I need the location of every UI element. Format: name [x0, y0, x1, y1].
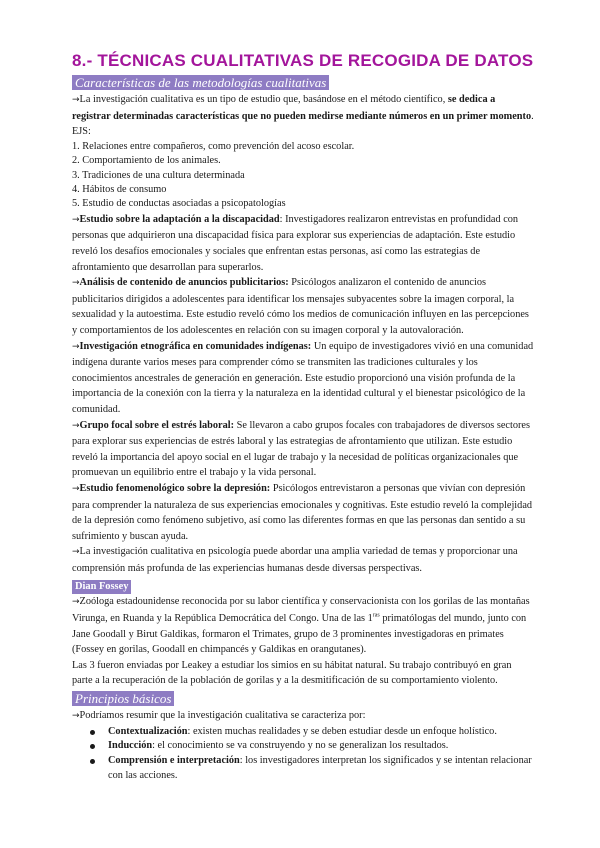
dian-fossey-paragraph: →Zoóloga estadounidense reconocida por su labor científica y conservacionista con los gorilas de las montañas Virunga, en Ruanda y la República Democrática del Congo. Una de las $1^{ras}$ primatólogas del mundo, junto con Jane Goodall y Birut Galdikas, formaron el Trimates, grupo de 3 prominentes investigadoras en primates (Fossey en gorilas, Goodall en chimpancés y Galdikas en orangutanes). — [72, 596, 530, 656]
arrow-icon: → — [72, 483, 80, 494]
arrow-icon: → — [72, 597, 80, 608]
study-paragraph: →Análisis de contenido de anuncios publicitarios: Psicólogos analizaron el contenido de anuncios publicitarios dirigidos a adolescentes para identificar los mensajes subyacentes sobre la imagen corporal, la sexualidad y la autoestima. Este estudio reveló cómo los medios de comunicación influyen en las percepciones y comportamientos de los adolescentes en relación con su imagen corporal y la autovaloración. — [72, 277, 529, 336]
principios-intro: →Podríamos resumir que la investigación cualitativa se caracteriza por: — [72, 710, 366, 722]
section-heading-principios: Principios básicos — [72, 691, 174, 706]
dian-fossey-paragraph-2: Las 3 fueron enviadas por Leakey a estudiar los simios en su hábitat natural. Su trabajo contribuyó en gran parte a la recuperación de la población de gorilas y a la desmitificación de su comportamiento violento. — [72, 659, 512, 687]
page-title: 8.- TÉCNICAS CUALITATIVAS DE RECOGIDA DE DATOS — [72, 51, 534, 70]
arrow-icon: → — [72, 711, 80, 722]
section-heading-dian-fossey: Dian Fossey — [72, 580, 131, 594]
study-paragraph: →Estudio fenomenológico sobre la depresión: Psicólogos entrevistaron a personas que vivían con depresión para comprender la naturaleza de sus experiencias emocionales y cognitivas. Este estudio reveló la complejidad de la depresión como fenómeno subjetivo, así como las diferentes formas en que las personas dan sentido a su sufrimiento y buscan ayuda. — [72, 482, 533, 542]
arrow-icon: → — [72, 214, 80, 225]
list-item: 5. Estudio de conductas asociadas a psicopatologías — [72, 198, 286, 210]
list-item: Contextualización: existen muchas realidades y se deben estudiar desde un enfoque holístico. — [72, 725, 534, 740]
examples-list — [72, 140, 534, 212]
section-heading-caracteristicas: Características de las metodologías cualitativas — [72, 75, 329, 90]
list-item: Inducción: el conocimiento se va construyendo y no se generalizan los resultados. — [72, 739, 534, 754]
list-item: 2. Comportamiento de los animales. — [72, 155, 221, 167]
closing-paragraph: →La investigación cualitativa en psicología puede abordar una amplia variedad de temas y proporcionar una comprensión más profunda de las experiencias humanas desde diversas perspectivas. — [72, 546, 518, 574]
list-item: 1. Relaciones entre compañeros, como prevención del acoso escolar. — [72, 140, 355, 152]
intro-paragraph: →La investigación cualitativa es un tipo de estudio que, basándose en el método científico, se dedica a registrar determinadas características que no pueden medirse mediante números en un primer momento. EJS: — [72, 94, 534, 138]
list-item: Comprensión e interpretación: los investigadores interpretan los significados y se intentan relacionar con las acciones. — [72, 754, 534, 784]
study-paragraph: →Investigación etnográfica en comunidades indígenas: Un equipo de investigadores vivió en una comunidad indígena durante varios meses para comprender cómo se transmiten las tradiciones culturales y los conocimientos ancestrales de generación en generación. Este estudio proporcionó una visión profunda de la importancia de la conexión con la tierra y la naturaleza en la identidad cultural y el bienestar psicológico de la comunidad. — [72, 340, 534, 415]
arrow-icon: → — [72, 95, 80, 105]
list-item: 3. Tradiciones de una cultura determinada — [72, 169, 245, 181]
study-paragraph: →Grupo focal sobre el estrés laboral: Se llevaron a cabo grupos focales con trabajadores de diversos sectores para explorar sus experiencias de estrés laboral y las estrategias de afrontamiento que utilizan. Este estudio reveló la importancia del apoyo social en el lugar de trabajo y la necesidad de políticas organizacionales que promuevan un equilibrio entre el trabajo y la vida personal. — [72, 419, 531, 479]
arrow-icon: → — [72, 278, 80, 289]
arrow-icon: → — [72, 341, 80, 352]
principios-list — [72, 725, 534, 784]
arrow-icon: → — [72, 547, 80, 558]
arrow-icon: → — [72, 420, 80, 431]
study-paragraph: →Estudio sobre la adaptación a la discapacidad: Investigadores realizaron entrevistas en profundidad con personas que adquirieron una discapacidad física para explorar sus experiencias de adaptación. Este estudio reveló los desafíos emocionales y sociales que enfrentan estas personas, así como las estrategias de afrontamiento que desarrollan para superarlos. — [72, 213, 519, 273]
list-item: 4. Hábitos de consumo — [72, 184, 167, 195]
page-content — [72, 50, 534, 784]
